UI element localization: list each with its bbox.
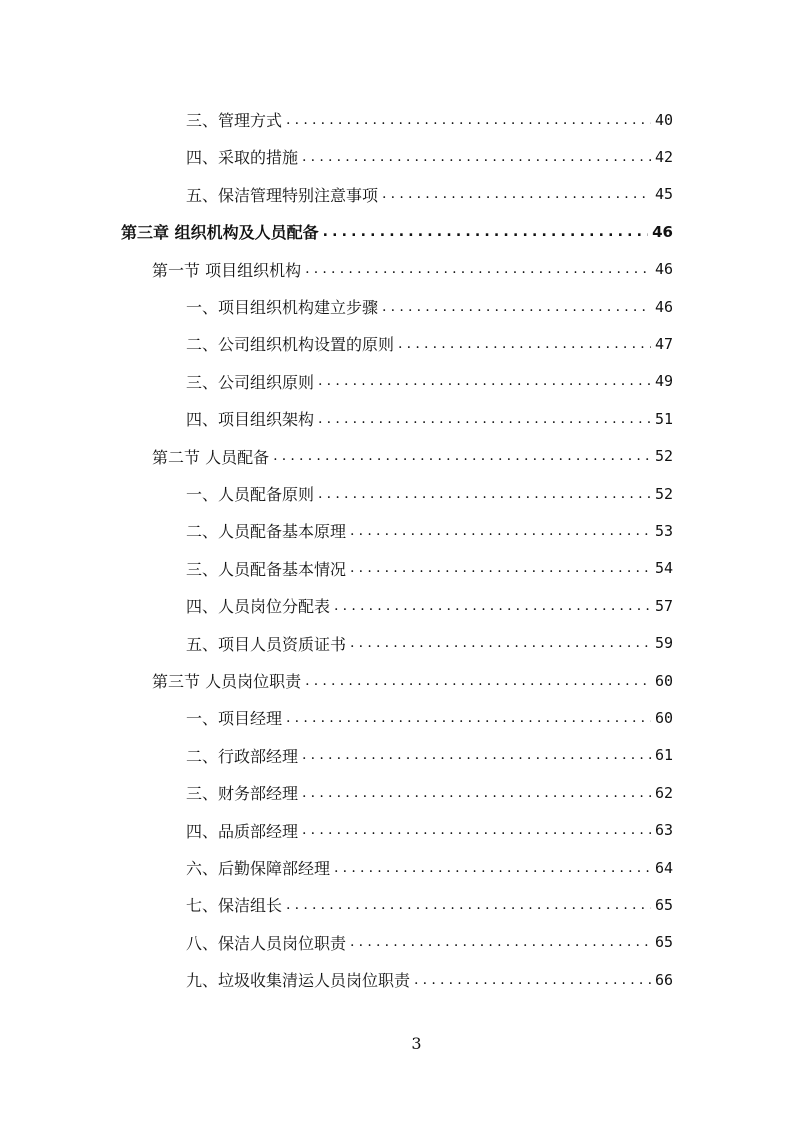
toc-entry-page: 40 bbox=[654, 110, 673, 129]
toc-item-entry[interactable] bbox=[186, 812, 673, 849]
toc-chapter-entry[interactable] bbox=[121, 213, 673, 250]
toc-entry-page: 65 bbox=[654, 895, 673, 914]
toc-entry-page: 54 bbox=[654, 559, 673, 578]
toc-entry-page: 57 bbox=[654, 596, 673, 615]
dot-leader bbox=[286, 112, 651, 128]
toc-entry-title: 一、人员配备原则 bbox=[186, 485, 315, 504]
toc-section-entry[interactable] bbox=[152, 251, 673, 288]
toc-item-entry[interactable] bbox=[186, 325, 673, 362]
toc-item-entry[interactable] bbox=[186, 512, 673, 549]
dot-leader bbox=[273, 448, 651, 464]
toc-item-entry[interactable] bbox=[186, 288, 673, 325]
dot-leader bbox=[323, 224, 649, 240]
toc-item-entry[interactable] bbox=[186, 625, 673, 662]
toc-item-entry[interactable] bbox=[186, 886, 673, 923]
toc-item-entry[interactable] bbox=[186, 849, 673, 886]
dot-leader bbox=[318, 486, 651, 502]
dot-leader bbox=[334, 860, 651, 876]
toc-entry-title: 第一节 项目组织机构 bbox=[152, 260, 302, 280]
dot-leader bbox=[334, 598, 651, 614]
toc-entry-title: 四、采取的措施 bbox=[186, 148, 299, 168]
toc-item-entry[interactable] bbox=[186, 138, 673, 175]
toc-entry-page: 63 bbox=[654, 821, 673, 840]
toc-entry-page: 62 bbox=[654, 783, 673, 802]
toc-entry-page: 60 bbox=[654, 708, 673, 727]
toc-entry-title: 二、人员配备基本原理 bbox=[186, 522, 347, 542]
toc-entry-page: 60 bbox=[654, 671, 673, 690]
toc-entry-page: 66 bbox=[654, 970, 673, 989]
toc-entry-page: 51 bbox=[654, 409, 673, 428]
dot-leader bbox=[305, 261, 651, 277]
toc-entry-title: 二、公司组织机构设置的原则 bbox=[186, 335, 395, 355]
dot-leader bbox=[350, 523, 651, 539]
toc-entry-page: 65 bbox=[654, 933, 673, 952]
dot-leader bbox=[302, 785, 651, 801]
page-number: 3 bbox=[411, 1034, 422, 1053]
toc-entry-title: 一、项目组织机构建立步骤 bbox=[186, 298, 379, 317]
toc-entry-title: 第三节 人员岗位职责 bbox=[152, 672, 302, 691]
toc-entry-title: 九、垃圾收集清运人员岗位职责 bbox=[186, 971, 411, 991]
toc-entry-title: 四、人员岗位分配表 bbox=[186, 597, 331, 617]
toc-entry-title: 六、后勤保障部经理 bbox=[186, 859, 331, 878]
toc-entry-page: 45 bbox=[654, 185, 673, 204]
toc-entry-page: 52 bbox=[654, 484, 673, 503]
dot-leader bbox=[302, 822, 651, 838]
toc-entry-title: 七、保洁组长 bbox=[186, 896, 283, 916]
toc-entry-page: 46 bbox=[654, 297, 673, 316]
toc-item-entry[interactable] bbox=[186, 550, 673, 587]
dot-leader bbox=[398, 336, 651, 352]
toc-item-entry[interactable] bbox=[186, 737, 673, 774]
toc-item-entry[interactable] bbox=[186, 400, 673, 437]
toc-entry-page: 59 bbox=[654, 634, 673, 653]
toc-entry-page: 61 bbox=[654, 746, 673, 765]
toc-entry-title: 四、品质部经理 bbox=[186, 821, 299, 841]
toc-item-entry[interactable] bbox=[186, 587, 673, 624]
toc-entry-title: 三、财务部经理 bbox=[186, 784, 299, 804]
toc-entry-page: 42 bbox=[654, 147, 673, 166]
toc-entry-title: 五、保洁管理特别注意事项 bbox=[186, 185, 379, 205]
dot-leader bbox=[382, 299, 651, 315]
dot-leader bbox=[302, 149, 651, 165]
toc-item-entry[interactable] bbox=[186, 176, 673, 213]
dot-leader bbox=[318, 373, 651, 389]
toc-entry-page: 46 bbox=[652, 222, 673, 241]
toc-item-entry[interactable] bbox=[186, 101, 673, 138]
toc-item-entry[interactable] bbox=[186, 363, 673, 400]
toc-entry-title: 第二节 人员配备 bbox=[152, 447, 270, 467]
dot-leader bbox=[350, 635, 651, 651]
toc-entry-title: 一、项目经理 bbox=[186, 709, 283, 729]
toc-item-entry[interactable] bbox=[186, 961, 673, 998]
toc-item-entry[interactable] bbox=[186, 699, 673, 736]
toc-entry-title: 八、保洁人员岗位职责 bbox=[186, 933, 347, 953]
toc-entry-title: 五、项目人员资质证书 bbox=[186, 634, 347, 654]
toc-entry-title: 三、公司组织原则 bbox=[186, 372, 315, 392]
toc-entry-title: 第三章 组织机构及人员配备 bbox=[121, 223, 319, 243]
toc-entry-title: 三、人员配备基本情况 bbox=[186, 559, 347, 579]
toc-entry-title: 二、行政部经理 bbox=[186, 746, 299, 766]
dot-leader bbox=[350, 560, 651, 576]
toc-entry-page: 64 bbox=[654, 858, 673, 877]
dot-leader bbox=[318, 411, 651, 427]
toc-item-entry[interactable] bbox=[186, 924, 673, 961]
toc-entry-page: 49 bbox=[654, 372, 673, 391]
toc-section-entry[interactable] bbox=[152, 662, 673, 699]
dot-leader bbox=[305, 673, 651, 689]
dot-leader bbox=[350, 934, 651, 950]
toc-item-entry[interactable] bbox=[186, 774, 673, 811]
dot-leader bbox=[414, 972, 651, 988]
toc-item-entry[interactable] bbox=[186, 475, 673, 512]
dot-leader bbox=[302, 747, 651, 763]
dot-leader bbox=[382, 186, 651, 202]
toc-entry-page: 52 bbox=[654, 447, 673, 466]
toc-entry-title: 三、管理方式 bbox=[186, 111, 283, 130]
dot-leader bbox=[286, 710, 651, 726]
toc-entry-page: 47 bbox=[654, 334, 673, 353]
toc-entry-page: 46 bbox=[654, 260, 673, 279]
toc-entry-page: 53 bbox=[654, 521, 673, 540]
dot-leader bbox=[286, 897, 651, 913]
toc-entry-title: 四、项目组织架构 bbox=[186, 410, 315, 430]
toc-section-entry[interactable] bbox=[152, 438, 673, 475]
